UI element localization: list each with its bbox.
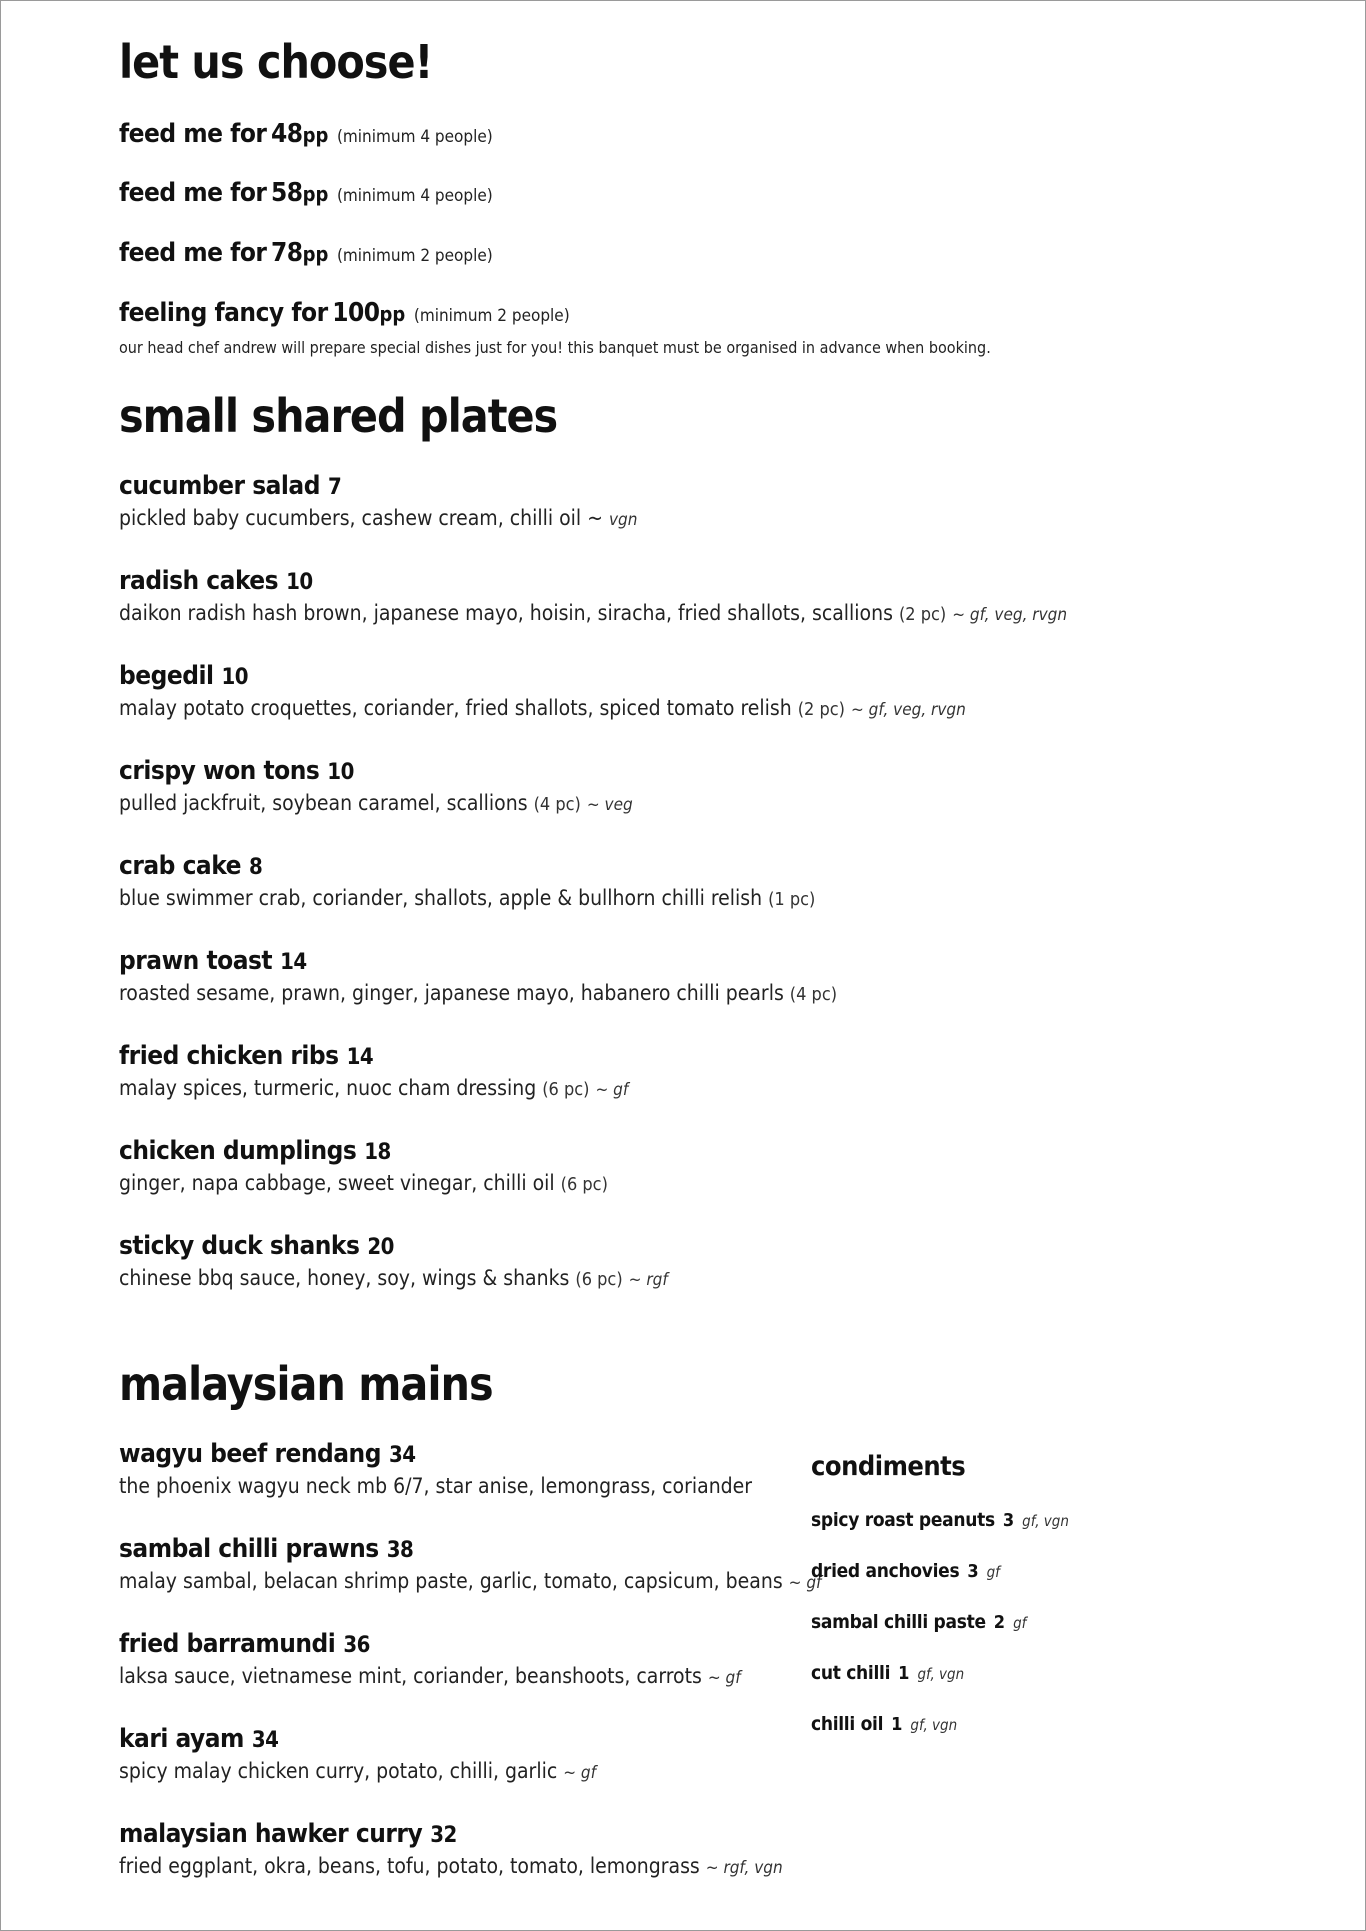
menu-item-description: daikon radish hash brown, japanese mayo, hoisin, siracha, fried shallots, scallions <box>119 601 893 625</box>
condiment-price: 2 <box>993 1612 1006 1633</box>
menu-item-description-line <box>119 602 1067 625</box>
menu-item-price: 14 <box>346 1045 374 1070</box>
menu-item-tags: ~ veg <box>586 795 633 815</box>
condiment-price: 3 <box>1002 1510 1015 1531</box>
menu-item-name: fried chicken ribs <box>119 1041 339 1071</box>
menu-item <box>119 1631 741 1688</box>
menu-item-tags: ~ rgf, vgn <box>705 1858 783 1878</box>
condiment-tags: gf <box>1013 1614 1027 1632</box>
menu-item <box>119 1821 783 1878</box>
banquet-option-minimum: (minimum 4 people) <box>336 186 493 206</box>
menu-item-name: crispy won tons <box>119 756 320 786</box>
menu-item-description: fried eggplant, okra, beans, tofu, potato, tomato, lemongrass <box>119 1854 700 1878</box>
menu-item-tags: vgn <box>608 510 638 530</box>
menu-item-name-line <box>119 758 633 784</box>
menu-item-name-line <box>119 853 815 879</box>
menu-item-name-line <box>119 948 837 974</box>
menu-item-name-line <box>119 1138 608 1164</box>
menu-item-description-line <box>119 1855 783 1878</box>
menu-item-tags: ~ gf <box>707 1668 741 1688</box>
banquet-option-pp: pp <box>302 242 329 266</box>
condiment-price: 3 <box>967 1561 979 1582</box>
menu-item-tags: ~ gf, veg, rvgn <box>851 700 966 720</box>
menu-item-pieces: (4 pc) <box>789 984 838 1005</box>
menu-item <box>119 1536 821 1593</box>
menu-item-name: cucumber salad <box>119 471 320 501</box>
condiments-title: condiments <box>811 1451 966 1482</box>
menu-item-pieces: (6 pc) <box>575 1269 623 1290</box>
menu-item-description-line <box>119 1172 608 1195</box>
banquet-option <box>119 240 493 266</box>
menu-item-pieces: (4 pc) <box>533 794 581 815</box>
banquet-option <box>119 121 493 147</box>
menu-item-description: the phoenix wagyu neck mb 6/7, star anise, lemongrass, coriander <box>119 1474 753 1498</box>
menu-item <box>119 1233 668 1290</box>
condiment-tags: gf, vgn <box>1022 1512 1069 1530</box>
banquet-option-price: 100 <box>332 298 380 328</box>
menu-item-description-line <box>119 1570 821 1593</box>
menu-item-name: sambal chilli prawns <box>119 1534 379 1564</box>
menu-item-price: 10 <box>286 570 313 595</box>
menu-item-description-line <box>119 1475 752 1498</box>
menu-item-name-line <box>119 1631 741 1657</box>
menu-item-description: malay spices, turmeric, nuoc cham dressing <box>119 1076 537 1100</box>
menu-item-name-line <box>119 663 966 689</box>
menu-item-name: fried barramundi <box>119 1629 336 1659</box>
menu-item-description: malay potato croquettes, coriander, fried shallots, spiced tomato relish <box>119 696 792 720</box>
menu-item-price: 38 <box>386 1538 414 1563</box>
menu-item-price: 20 <box>367 1235 394 1260</box>
menu-item-pieces: (2 pc) <box>898 604 947 625</box>
menu-item-name: kari ayam <box>119 1724 244 1754</box>
menu-item-price: 34 <box>388 1443 416 1468</box>
menu-item-description-line <box>119 792 633 815</box>
menu-item-name-line <box>119 568 1067 594</box>
banquet-option <box>119 300 570 326</box>
menu-item-description: spicy malay chicken curry, potato, chilli, garlic <box>119 1759 558 1783</box>
menu-item-tags: ~ rgf <box>628 1270 668 1290</box>
menu-item-price: 10 <box>327 760 354 785</box>
menu-item-price: 18 <box>364 1140 391 1165</box>
menu-item-price: 36 <box>343 1633 370 1658</box>
banquet-option-price: 58 <box>271 178 303 208</box>
menu-item-tags: ~ gf <box>788 1573 822 1593</box>
banquet-option-name: feed me for <box>119 238 267 268</box>
condiment-name: dried anchovies <box>811 1560 960 1582</box>
menu-item <box>119 1726 596 1783</box>
banquet-option-price: 78 <box>271 238 303 268</box>
condiment-tags: gf, vgn <box>917 1665 965 1683</box>
menu-item-name: crab cake <box>119 851 241 881</box>
menu-item-tags: ~ gf <box>563 1763 596 1783</box>
condiment-item <box>811 1511 1069 1530</box>
menu-item-name-line <box>119 1726 596 1752</box>
banquet-option-minimum: (minimum 2 people) <box>413 306 570 326</box>
menu-item-name-line <box>119 1233 668 1259</box>
menu-item-pieces: (1 pc) <box>768 889 816 910</box>
condiment-name: cut chilli <box>811 1662 891 1684</box>
menu-item-description: pickled baby cucumbers, cashew cream, chilli oil ~ <box>119 506 603 530</box>
condiment-tags: gf, vgn <box>910 1716 958 1734</box>
menu-item-description-line <box>119 697 966 720</box>
banquet-option-minimum: (minimum 2 people) <box>336 246 493 266</box>
banquet-title: let us choose! <box>119 35 433 89</box>
condiment-name: chilli oil <box>811 1713 884 1735</box>
menu-item-pieces: (6 pc) <box>560 1174 608 1195</box>
menu-item-description-line <box>119 507 637 530</box>
menu-item-price: 7 <box>327 475 342 500</box>
condiment-item <box>811 1664 964 1683</box>
menu-item <box>119 1138 608 1195</box>
menu-item-price: 14 <box>280 950 307 975</box>
banquet-option-price: 48 <box>271 119 303 149</box>
menu-item-description-line <box>119 1077 628 1100</box>
banquet-note: our head chef andrew will prepare special dishes just for you! this banquet must be organised in advance when booking. <box>119 338 991 357</box>
menu-item-description: chinese bbq sauce, honey, soy, wings & shanks <box>119 1266 570 1290</box>
menu-item-price: 8 <box>248 855 263 880</box>
menu-item-name-line <box>119 1821 783 1847</box>
condiment-tags: gf <box>986 1563 1000 1581</box>
menu-item <box>119 473 637 530</box>
menu-item <box>119 1441 752 1498</box>
menu-item-tags: ~ gf <box>595 1080 629 1100</box>
banquet-option-minimum: (minimum 4 people) <box>336 127 493 147</box>
menu-item-pieces: (6 pc) <box>542 1079 590 1100</box>
menu-item-tags: ~ gf, veg, rvgn <box>952 605 1068 625</box>
menu-item-description: ginger, napa cabbage, sweet vinegar, chilli oil <box>119 1171 555 1195</box>
menu-item-name-line <box>119 1536 821 1562</box>
menu-item-description: blue swimmer crab, coriander, shallots, apple & bullhorn chilli relish <box>119 886 763 910</box>
banquet-option <box>119 180 493 206</box>
menu-item-description-line <box>119 887 815 910</box>
menu-item-price: 10 <box>221 665 249 690</box>
menu-item <box>119 568 1067 625</box>
menu-item-description-line <box>119 1267 668 1290</box>
menu-item-name: prawn toast <box>119 946 273 976</box>
condiment-price: 1 <box>898 1663 910 1684</box>
condiment-price: 1 <box>891 1714 903 1735</box>
condiment-name: sambal chilli paste <box>811 1611 986 1633</box>
menu-item-description-line <box>119 1665 741 1688</box>
menu-item <box>119 758 633 815</box>
menu-item <box>119 853 815 910</box>
banquet-option-name: feed me for <box>119 119 267 149</box>
banquet-option-pp: pp <box>379 302 406 326</box>
menu-item-name-line <box>119 1043 628 1069</box>
small-plates-title: small shared plates <box>119 389 558 443</box>
banquet-option-pp: pp <box>302 123 329 147</box>
menu-item-name-line <box>119 473 637 499</box>
menu-item-description-line <box>119 982 837 1005</box>
condiment-item <box>811 1562 1000 1581</box>
menu-item-description-line <box>119 1760 596 1783</box>
menu-item-description: malay sambal, belacan shrimp paste, garlic, tomato, capsicum, beans <box>119 1569 783 1593</box>
menu-item-pieces: (2 pc) <box>797 699 845 720</box>
menu-item-description: pulled jackfruit, soybean caramel, scallions <box>119 791 528 815</box>
menu-item-name: radish cakes <box>119 566 279 596</box>
menu-item-price: 32 <box>430 1823 457 1848</box>
menu-item <box>119 663 966 720</box>
banquet-option-pp: pp <box>302 182 329 206</box>
mains-title: malaysian mains <box>119 1357 493 1411</box>
menu-item-name: wagyu beef rendang <box>119 1439 381 1469</box>
condiment-item <box>811 1613 1026 1632</box>
menu-item-name-line <box>119 1441 752 1467</box>
menu-item-name: malaysian hawker curry <box>119 1819 423 1849</box>
menu-item-name: chicken dumplings <box>119 1136 357 1166</box>
menu-item-description: laksa sauce, vietnamese mint, coriander, beanshoots, carrots <box>119 1664 702 1688</box>
menu-item <box>119 948 837 1005</box>
menu-item-price: 34 <box>251 1728 279 1753</box>
menu-item-description: roasted sesame, prawn, ginger, japanese mayo, habanero chilli pearls <box>119 981 784 1005</box>
menu-item <box>119 1043 628 1100</box>
menu-item-name: begedil <box>119 661 214 691</box>
condiment-item <box>811 1715 957 1734</box>
menu-item-name: sticky duck shanks <box>119 1231 360 1261</box>
condiment-name: spicy roast peanuts <box>811 1509 995 1531</box>
banquet-option-name: feed me for <box>119 178 267 208</box>
banquet-option-name: feeling fancy for <box>119 298 328 328</box>
